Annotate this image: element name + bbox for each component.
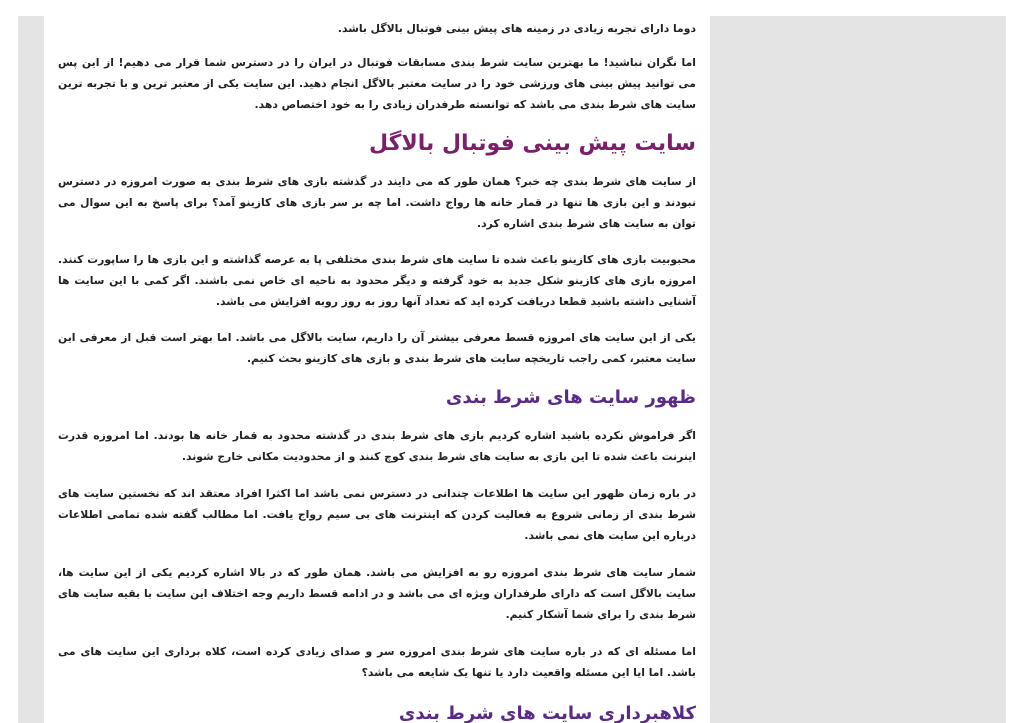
paragraph-intro-end: دوما دارای تجربه زیادی در زمینه های پیش بینی فوتبال بالاگل باشد.	[337, 22, 696, 35]
article-content	[58, 16, 696, 723]
paragraph-betting-news: از سایت های شرط بندی چه خبر؟ همان طور که می دایند در گذشته بازی های شرط بندی به صورت امروزه در دسترس نبودند و این بازی ها تنها در قمار خانه ها رواج داشت. اما چه بر سر بازی های کازینو آمد؟ برای پاسخ به این سوال می توان به سایت های شرط بندی اشاره کرد.	[58, 175, 696, 230]
right-sidebar	[710, 16, 1006, 723]
paragraph-number-of-sites: شمار سایت های شرط بندی امروزه رو به افزایش می باشد. همان طور که در بالا اشاره کردیم یکی از این سایت ها، سایت بالاگل است که دارای طرفداران ویژه ای می باشد و در ادامه قسط داریم وجه اختلاف این سایت با بقیه سایت های شرط بندی را برای شما آشکار کنیم.	[58, 566, 696, 621]
article-panel	[44, 16, 710, 723]
heading-rise-of-betting-sites: ظهور سایت های شرط بندی	[445, 387, 696, 408]
paragraph-balagol-history: یکی از این سایت های امروزه قسط معرفی بیشتر آن را داریم، سایت بالاگل می باشد. اما بهتر است قبل از معرفی این سایت معتبر، کمی راجب تاریخچه سایت های شرط بندی و بازی های کازینو بحث کنیم.	[58, 331, 696, 365]
heading-balagol-football-prediction: سایت پیش بینی فوتبال بالاگل	[368, 131, 696, 156]
heading-betting-site-fraud: کلاهبرداری سایت های شرط بندی	[398, 703, 696, 723]
paragraph-gambling-houses: اگر فراموش نکرده باشید اشاره کردیم بازی های شرط بندی در گذشته محدود به قمار خانه ها بودند. اما امروزه قدرت اینرنت باعث شده تا این بازی به سایت های شرط بندی کوچ کنند و از محدودیت مکانی خارج شوند.	[58, 429, 696, 463]
paragraph-balagol-intro: اما نگران نباشید! ما بهترین سایت شرط بندی مسابقات فوتبال در ایران را در دسترس شما قرار می دهیم! از این پس می توانید پیش بینی های ورزشی خود را در سایت معتبر بالاگل انجام دهید. این سایت یکی از معتبر ترین و با تجربه ترین سایت های شرط بندی می باشد که توانسته طرفدران زیادی را به خود اختصاص دهد.	[58, 56, 696, 111]
paragraph-casino-popularity: محبوبیت بازی های کازینو باعث شده تا سایت های شرط بندی مختلفی پا به عرصه گذاشته و این بازی ها را ساپورت کنند. امروزه بازی های کازینو شکل جدید به خود گرفته و دیگر محدود به ناحیه ای خاص نمی باشند. اگر کمی با این سایت ها آشنایی داشته باشید قطعا دریافت کرده اید که تعداد آنها روز به روز روبه افزایش می باشد.	[58, 253, 696, 308]
paragraph-fraud-question: اما مسئله ای که در باره سایت های شرط بندی امروزه سر و صدای زیادی کرده است، کلاه برداری این سایت های می باشد. اما ایا این مسئله واقعیت دارد یا تنها یک شایعه می باشد؟	[58, 645, 696, 679]
paragraph-origin-of-sites: در باره زمان ظهور این سایت ها اطلاعات چندانی در دسترس نمی باشد اما اکثرا افراد معتقد اند که نخستین سایت های شرط بندی از زمانی شروع به فعالیت کردن که اینترنت های بی سیم رواج یافت. اما مطالب گفته شده تمامی اطلاعات درباره این سایت های نمی باشد.	[58, 487, 696, 542]
